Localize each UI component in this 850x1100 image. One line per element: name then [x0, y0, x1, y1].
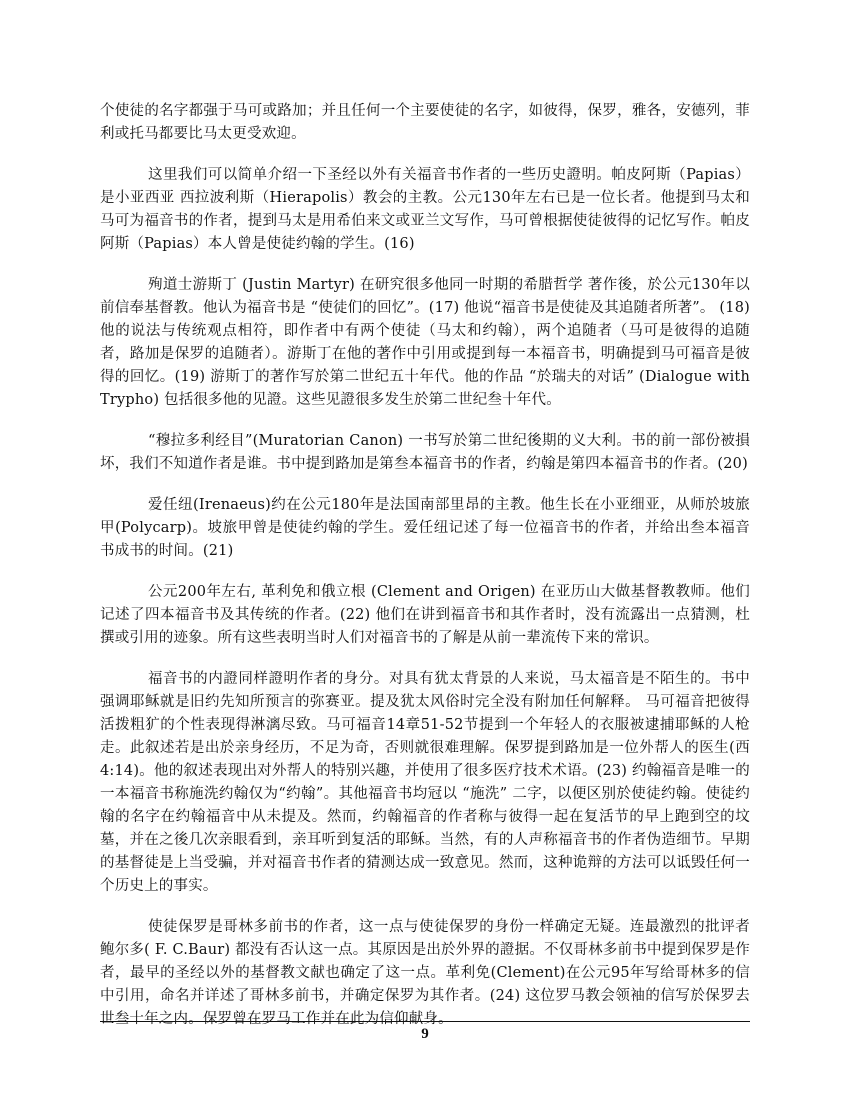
paragraph-paul-corinthians: 使徒保罗是哥林多前书的作者，这一点与使徒保罗的身份一样确定无疑。连最激烈的批评者鲍尔多( F. C.Baur) 都没有否认这一点。其原因是出於外界的證据。不仅哥林多前书中提到保罗是作者，最早的圣经以外的基督教文献也确定了这一点。革利免(Clement)在公元95年写给哥林多的信中引用，命名并详述了哥林多前书，并确定保罗为其作者。(24) 这位罗马教会领袖的信写於保罗去世叁十年之内。保罗曾在罗马工作并在此为信仰献身。 — [100, 919, 750, 1027]
footer-divider — [100, 1021, 750, 1022]
page-number: 9 — [421, 1026, 429, 1042]
paragraph-papias: 这里我们可以简单介绍一下圣经以外有关福音书作者的一些历史證明。帕皮阿斯（Papias）是小亚西亚 西拉波利斯（Hierapolis）教会的主教。公元130年左右已是一位长者。他提到马太和马可为福音书的作者，提到马太是用希伯来文或亚兰文写作，马可曾根据使徒彼得的记忆写作。帕皮阿斯（Papias）本人曾是使徒约翰的学生。(16) — [100, 167, 750, 252]
paragraph-internal-evidence: 福音书的内證同样證明作者的身分。对具有犹太背景的人来说，马太福音是不陌生的。书中强调耶稣就是旧约先知所预言的弥赛亚。提及犹太风俗时完全没有附加任何解释。 马可福音把彼得活拨粗犷的个性表现得淋漓尽致。马可福音14章51-52节提到一个年轻人的衣服被逮捕耶稣的人枪走。此叙述若是出於亲身经历，不足为奇，否则就很难理解。保罗提到路加是一位外帮人的医生(西4:14)。他的叙述表现出对外帮人的特别兴趣，并使用了很多医疗技术术语。(23) 约翰福音是唯一的一本福音书称施洗约翰仅为“约翰”。其他福音书均冠以 “施洗” 二字，以便区别於使徒约翰。使徒约翰的名字在约翰福音中从未提及。然而，约翰福音的作者称与彼得一起在复活节的早上跑到空的坟墓，并在之後几次亲眼看到，亲耳听到复活的耶稣。当然，有的人声称福音书的作者伪造细节。早期的基督徒是上当受骗，并对福音书作者的猜测达成一致意见。然而，这种诡辩的方法可以诋毁任何一个历史上的事实。 — [100, 671, 750, 894]
paragraph-continuation: 个使徒的名字都强于马可或路加；并且任何一个主要使徒的名字，如彼得，保罗，雅各，安德列，菲利或托马都要比马太更受欢迎。 — [100, 103, 750, 142]
paragraph-justin-martyr: 殉道士游斯丁 (Justin Martyr) 在研究很多他同一时期的希腊哲学 著作後，於公元130年以前信奉基督教。他认为福音书是 “使徒们的回忆”。(17) 他说“福音书是使徒及其追随者所著”。 (18) 他的说法与传统观点相符，即作者中有两个使徒（马太和约翰），两个追随者（马可是彼得的追随者，路加是保罗的追随者）。游斯丁在他的著作中引用或提到每一本福音书，明确提到马可福音是彼得的回忆。(19) 游斯丁的著作写於第二世纪五十年代。他的作品 “於瑞夫的对话” (Dialogue with Trypho) 包括很多他的见證。这些见證很多发生於第二世纪叁十年代。 — [100, 277, 750, 408]
page-body — [100, 100, 750, 1049]
paragraph-muratorian-canon: “穆拉多利经目”(Muratorian Canon) 一书写於第二世纪後期的义大利。书的前一部份被損坏，我们不知道作者是谁。书中提到路加是第叁本福音书的作者，约翰是第四本福音书的作者。(20) — [100, 433, 750, 472]
paragraph-irenaeus: 爱任纽(Irenaeus)约在公元180年是法国南部里昂的主教。他生长在小亚细亚，从师於坡旅甲(Polycarp)。坡旅甲曾是使徒约翰的学生。爱任纽记述了每一位福音书的作者，并给出叁本福音书成书的时间。(21) — [100, 497, 750, 559]
paragraph-clement-origen: 公元200年左右, 革利免和俄立根 (Clement and Origen) 在亚历山大做基督教教师。他们记述了四本福音书及其传统的作者。(22) 他们在讲到福音书和其作者时，没有流露出一点猜测，杜撰或引用的迹象。所有这些表明当时人们对福音书的了解是从前一辈流传下来的常识。 — [100, 584, 750, 646]
